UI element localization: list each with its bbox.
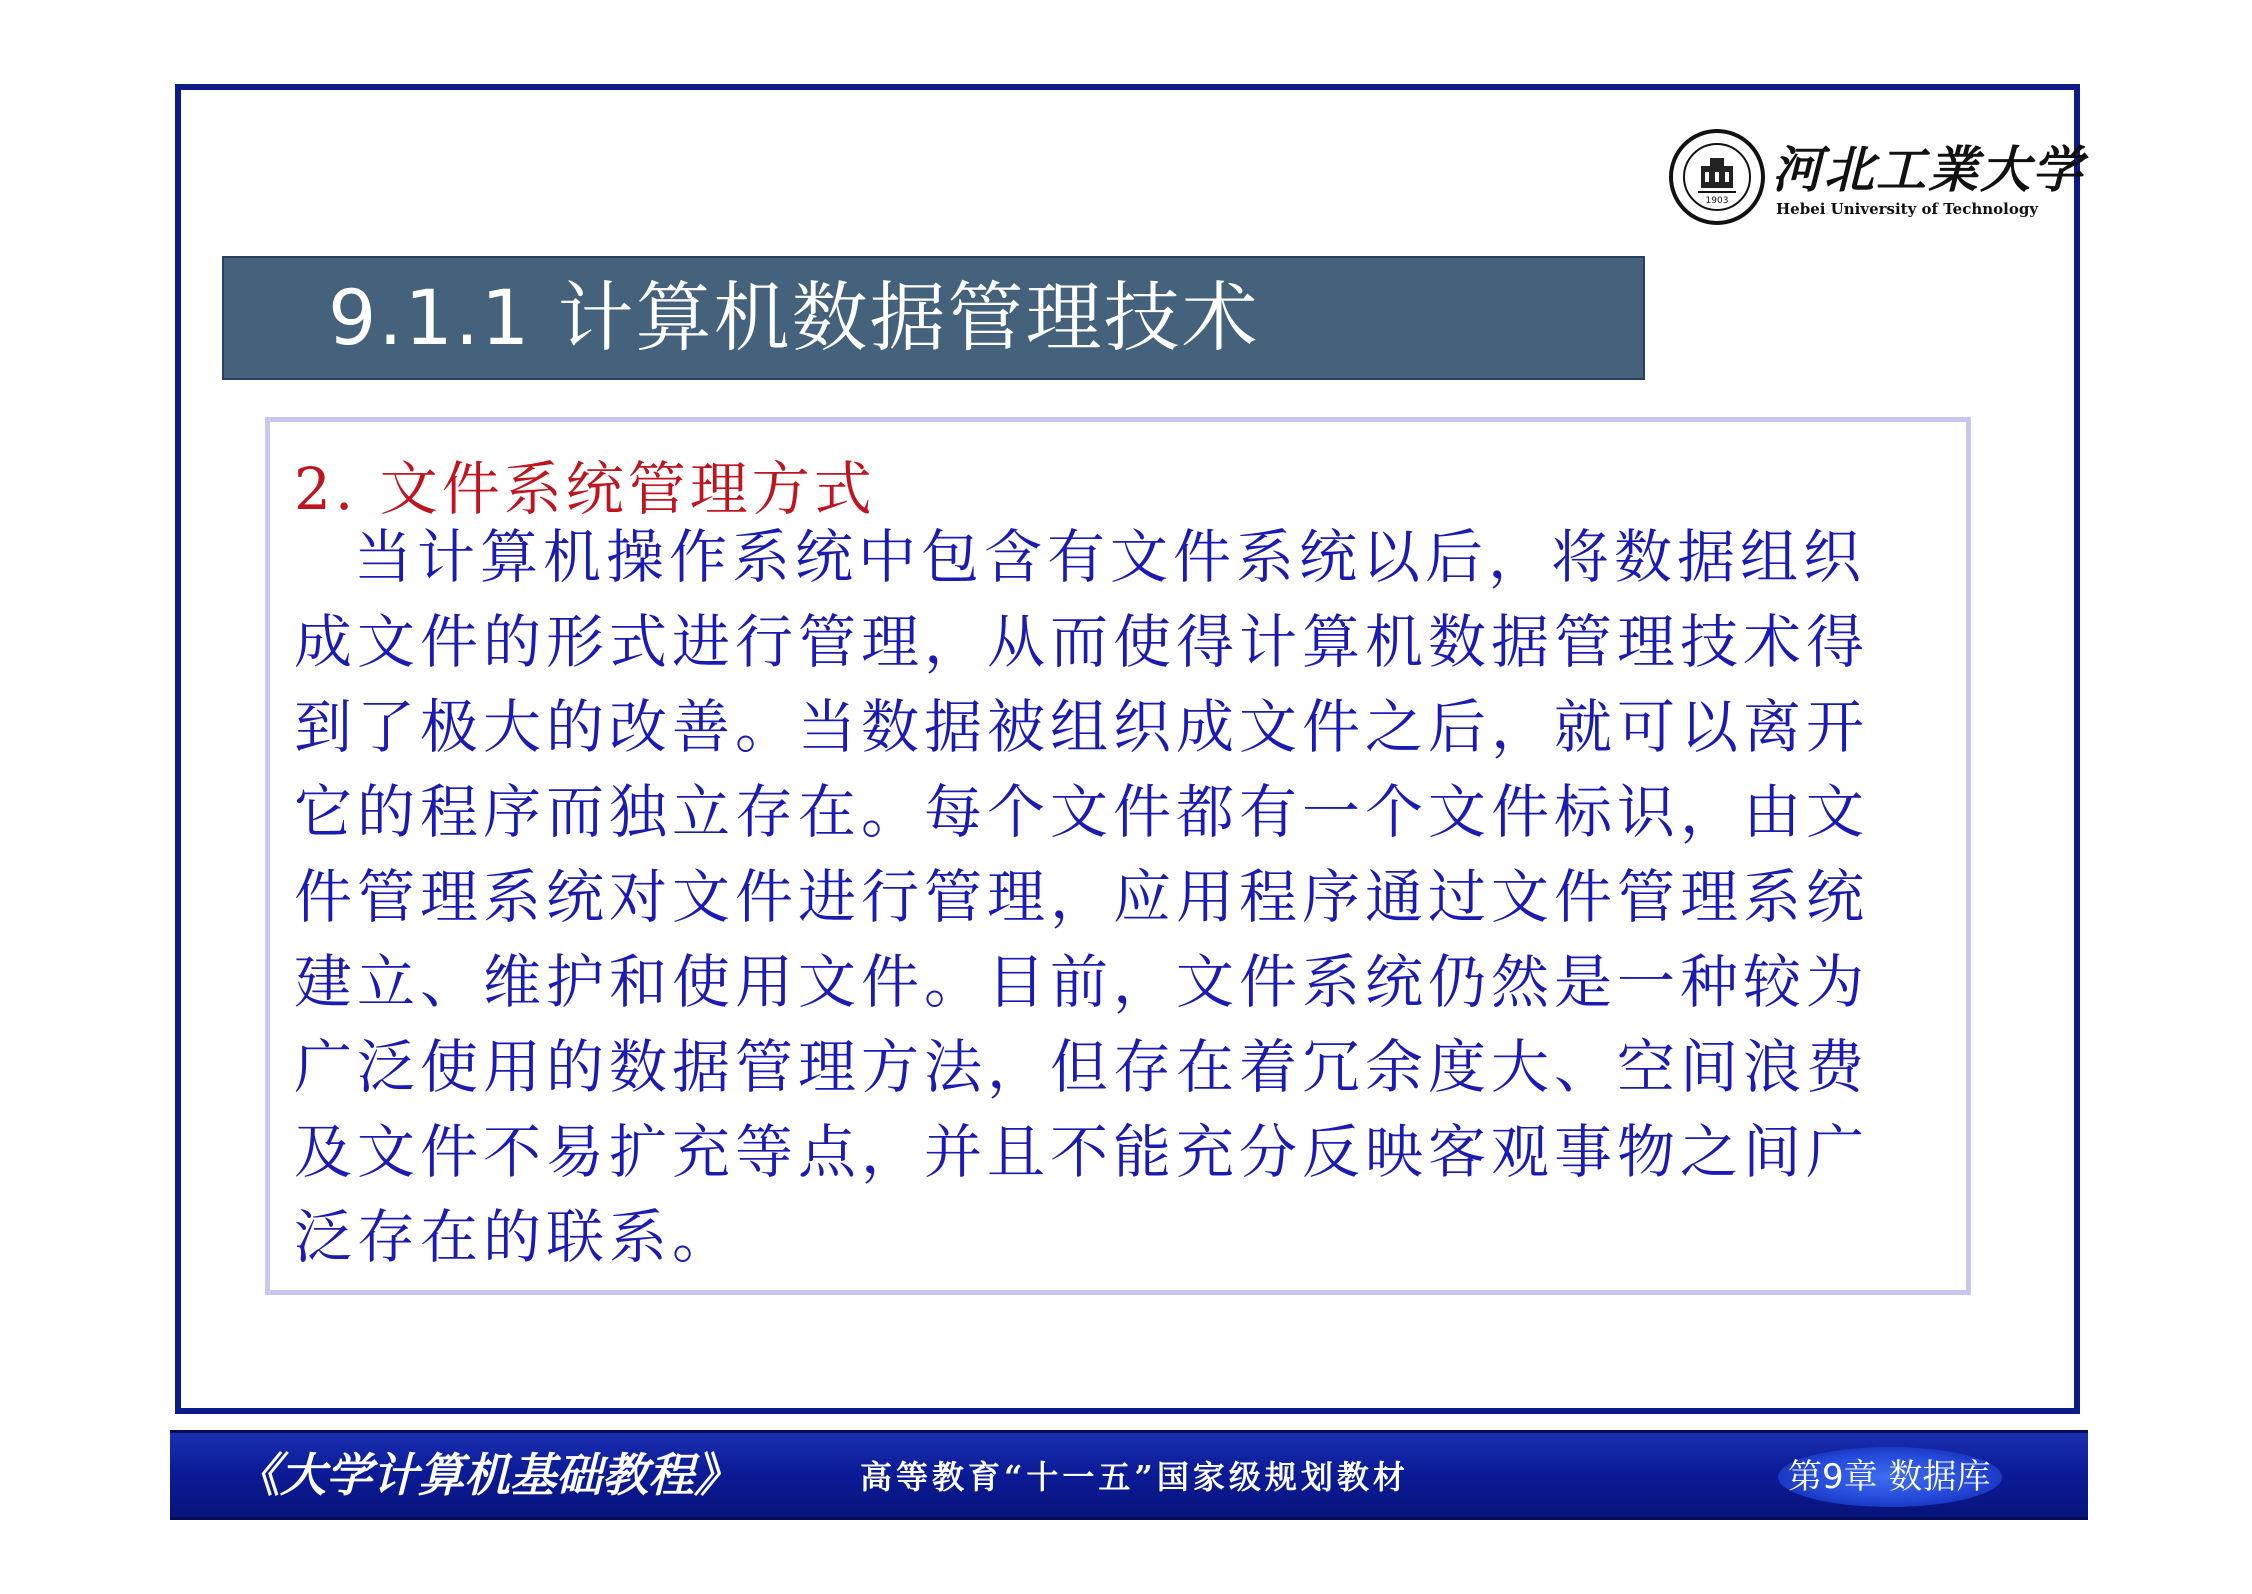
paragraph-line: 它的程序而独立存在。每个文件都有一个文件标识，由文 [294, 778, 1870, 846]
paragraph-line: 建立、维护和使用文件。目前，文件系统仍然是一种较为 [294, 948, 1870, 1016]
university-name-cn: 河北工業大学 [1772, 140, 2084, 199]
footer-chapter: 第9章 数据库 [1788, 1457, 1991, 1497]
paragraph-line: 广泛使用的数据管理方法，但存在着冗余度大、空间浪费 [294, 1033, 1870, 1101]
university-logo [1668, 128, 2084, 224]
paragraph-line: 件管理系统对文件进行管理，应用程序通过文件管理系统 [294, 863, 1870, 931]
university-name-en: Hebei University of Technology [1776, 200, 2039, 218]
university-seal-icon [1668, 128, 1766, 226]
footer-bar [170, 1430, 2088, 1520]
seal-year: 1903 [1705, 196, 1729, 206]
paragraph-line: 成文件的形式进行管理，从而使得计算机数据管理技术得 [294, 608, 1870, 676]
paragraph-line: 当计算机操作系统中包含有文件系统以后，将数据组织 [354, 523, 1867, 591]
footer-series: 高等教育“十一五”国家级规划教材 [860, 1458, 1409, 1496]
footer-book-title: 《大学计算机基础教程》 [234, 1448, 740, 1502]
paragraph-line: 到了极大的改善。当数据被组织成文件之后，就可以离开 [294, 693, 1870, 761]
slide-title: 9.1.1 计算机数据管理技术 [328, 273, 1260, 362]
paragraph-line: 及文件不易扩充等点，并且不能充分反映客观事物之间广 [294, 1118, 1870, 1186]
section-heading: 2. 文件系统管理方式 [294, 455, 876, 523]
title-bar [222, 256, 1645, 380]
content-box [265, 417, 1971, 1295]
paragraph-line: 泛存在的联系。 [294, 1203, 736, 1271]
